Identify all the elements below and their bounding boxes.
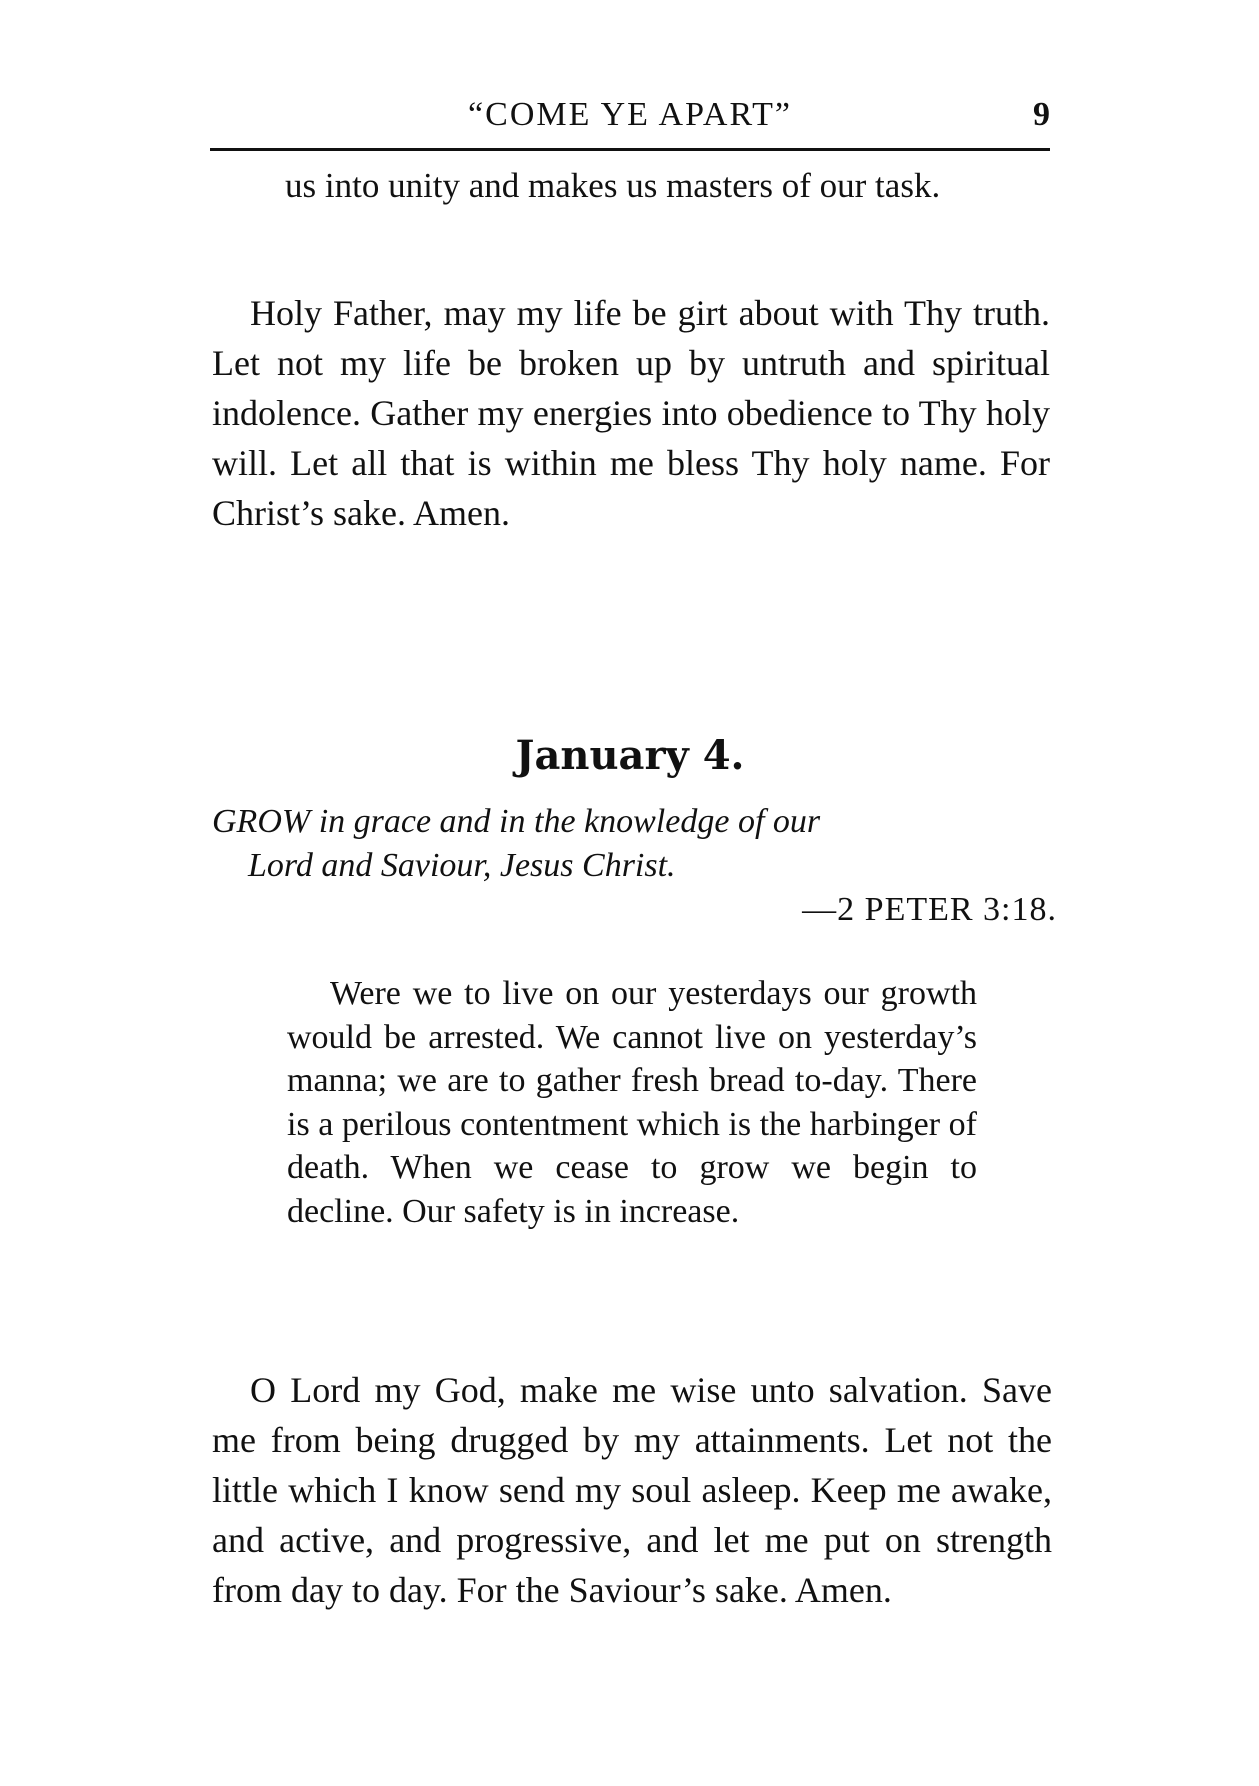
prayer-paragraph: Holy Father, may my life be girt about with Thy truth. Let not my life be broken up by untruth and spiritual indolence. Gather my energies into obedience to Thy holy will. Let all that is within me bless Thy holy name. For Christ’s sake. Amen.	[212, 293, 1050, 533]
verse-reference: —2 PETER 3:18.	[802, 891, 1057, 928]
continuation-text: us into unity and makes us masters of our task.	[285, 166, 941, 205]
running-title: “COME YE APART”	[468, 96, 792, 133]
verse-line-2: Lord and Saviour, Jesus Christ.	[248, 847, 676, 884]
scripture-verse	[212, 800, 1057, 928]
page-number: 9	[1033, 96, 1050, 133]
closing-prayer: O Lord my God, make me wise unto salvation. Save me from being drugged by my attainments. Let not the little which I know send my soul asleep. Keep me awake, and active, and progressive, and let me put on strength from day to day. For the Saviour’s sake. Amen.	[212, 1370, 1052, 1610]
meditation-paragraph: Were we to live on our yesterdays our growth would be arrested. We cannot live on yesterday’s manna; we are to gather fresh bread to-day. There is a perilous contentment which is the harbinger of death. When we cease to grow we begin to decline. Our safety is in increase.	[287, 975, 977, 1230]
date-heading: January 4.	[515, 732, 745, 779]
running-head	[210, 96, 1050, 140]
verse-line-1: GROW in grace and in the knowledge of our	[212, 803, 821, 840]
header-rule	[210, 148, 1050, 151]
